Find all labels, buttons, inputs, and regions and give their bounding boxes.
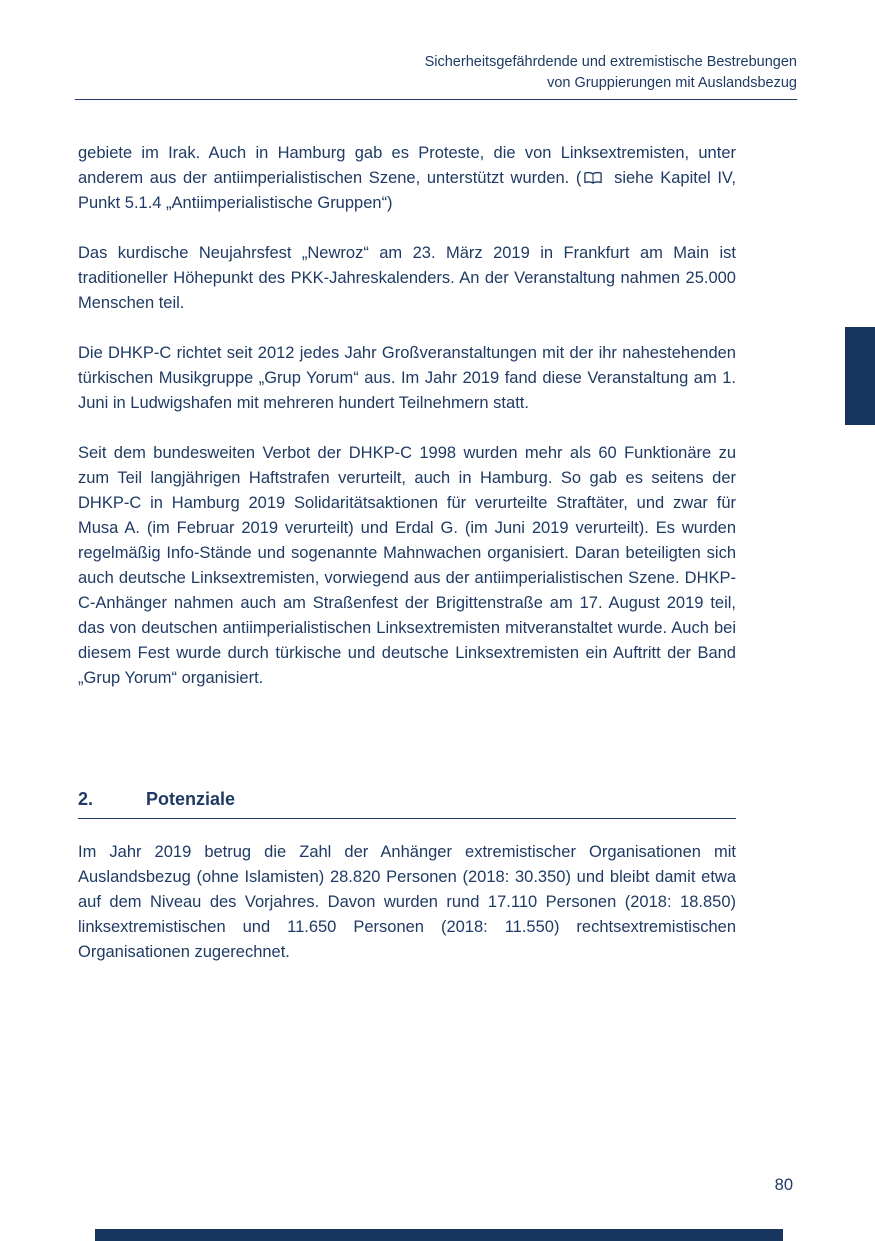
page-number: 80 [774,1176,793,1194]
section-title: Potenziale [146,789,236,809]
paragraph-1-text-before: gebiete im Irak. Auch in Hamburg gab es Proteste, die von Linksextremisten, unter anderem aus der antiimperialistischen Szene, unterstützt wurden. ( [78,144,736,187]
header-line-2: von Gruppierungen mit Auslandsbezug [547,75,797,91]
header-rule [75,99,797,100]
page-content [78,141,736,990]
book-icon [583,171,603,185]
paragraph-irak-proteste [78,141,736,216]
paragraph-newroz: Das kurdische Neujahrsfest „Newroz“ am 23. März 2019 in Frankfurt am Main ist traditioneller Höhepunkt des PKK-Jahreskalenders. An der Veranstaltung nahmen 25.000 Menschen teil. [78,244,736,312]
section-heading [78,787,736,811]
paragraph-dhkpc-verbot: Seit dem bundesweiten Verbot der DHKP-C 1998 wurden mehr als 60 Funktionäre zu zum Teil langjährigen Haftstrafen verurteilt, auch in Hamburg. So gab es seitens der DHKP-C in Hamburg 2019 Solidaritätsaktionen für verurteilte Straftäter, und zwar für Musa A. (im Februar 2019 verurteilt) und Erdal G. (im Juni 2019 verurteilt). Es wurden regelmäßig Info-Stände und sogenannte Mahnwachen organisiert. Daran beteiligten sich auch deutsche Linksextremisten, vorwiegend aus der antiimperialistischen Szene. DHKP-C-Anhänger nahmen auch am Straßenfest der Brigittenstraße am 17. August 2019 teil, das von deutschen antiimperialistischen Linksextremisten mitveranstaltet wurde. Auch bei diesem Fest wurde durch türkische und deutsche Linksextremisten ein Auftritt der Band „Grup Yorum“ organisiert. [78,444,736,687]
section-heading-rule [78,818,736,819]
paragraph-potenziale: Im Jahr 2019 betrug die Zahl der Anhänger extremistischer Organisationen mit Auslandsbezug (ohne Islamisten) 28.820 Personen (2018: 30.350) und bleibt damit etwa auf dem Niveau des Vorjahres. Davon wurden rund 17.110 Personen (2018: 18.850) linksextremistischen und 11.650 Personen (2018: 11.550) rechtsextremistischen Organisationen zugerechnet. [78,843,736,961]
paragraph-dhkpc-grup-yorum: Die DHKP-C richtet seit 2012 jedes Jahr Großveranstaltungen mit der ihr nahestehenden türkischen Musikgruppe „Grup Yorum“ aus. Im Jahr 2019 fand diese Veranstaltung am 1. Juni in Ludwigshafen mit mehreren hundert Teilnehmern statt. [78,344,736,412]
header-line-1: Sicherheitsgefährdende und extremistische Bestrebungen [424,54,797,70]
chapter-side-tab [845,327,875,425]
section-number: 2. [78,789,94,809]
footer-bar [95,1229,783,1241]
paragraph-1-text-after: siehe Kapitel IV, Punkt 5.1.4 „Antiimperialistische Gruppen“) [78,169,736,212]
page-header [75,52,797,94]
